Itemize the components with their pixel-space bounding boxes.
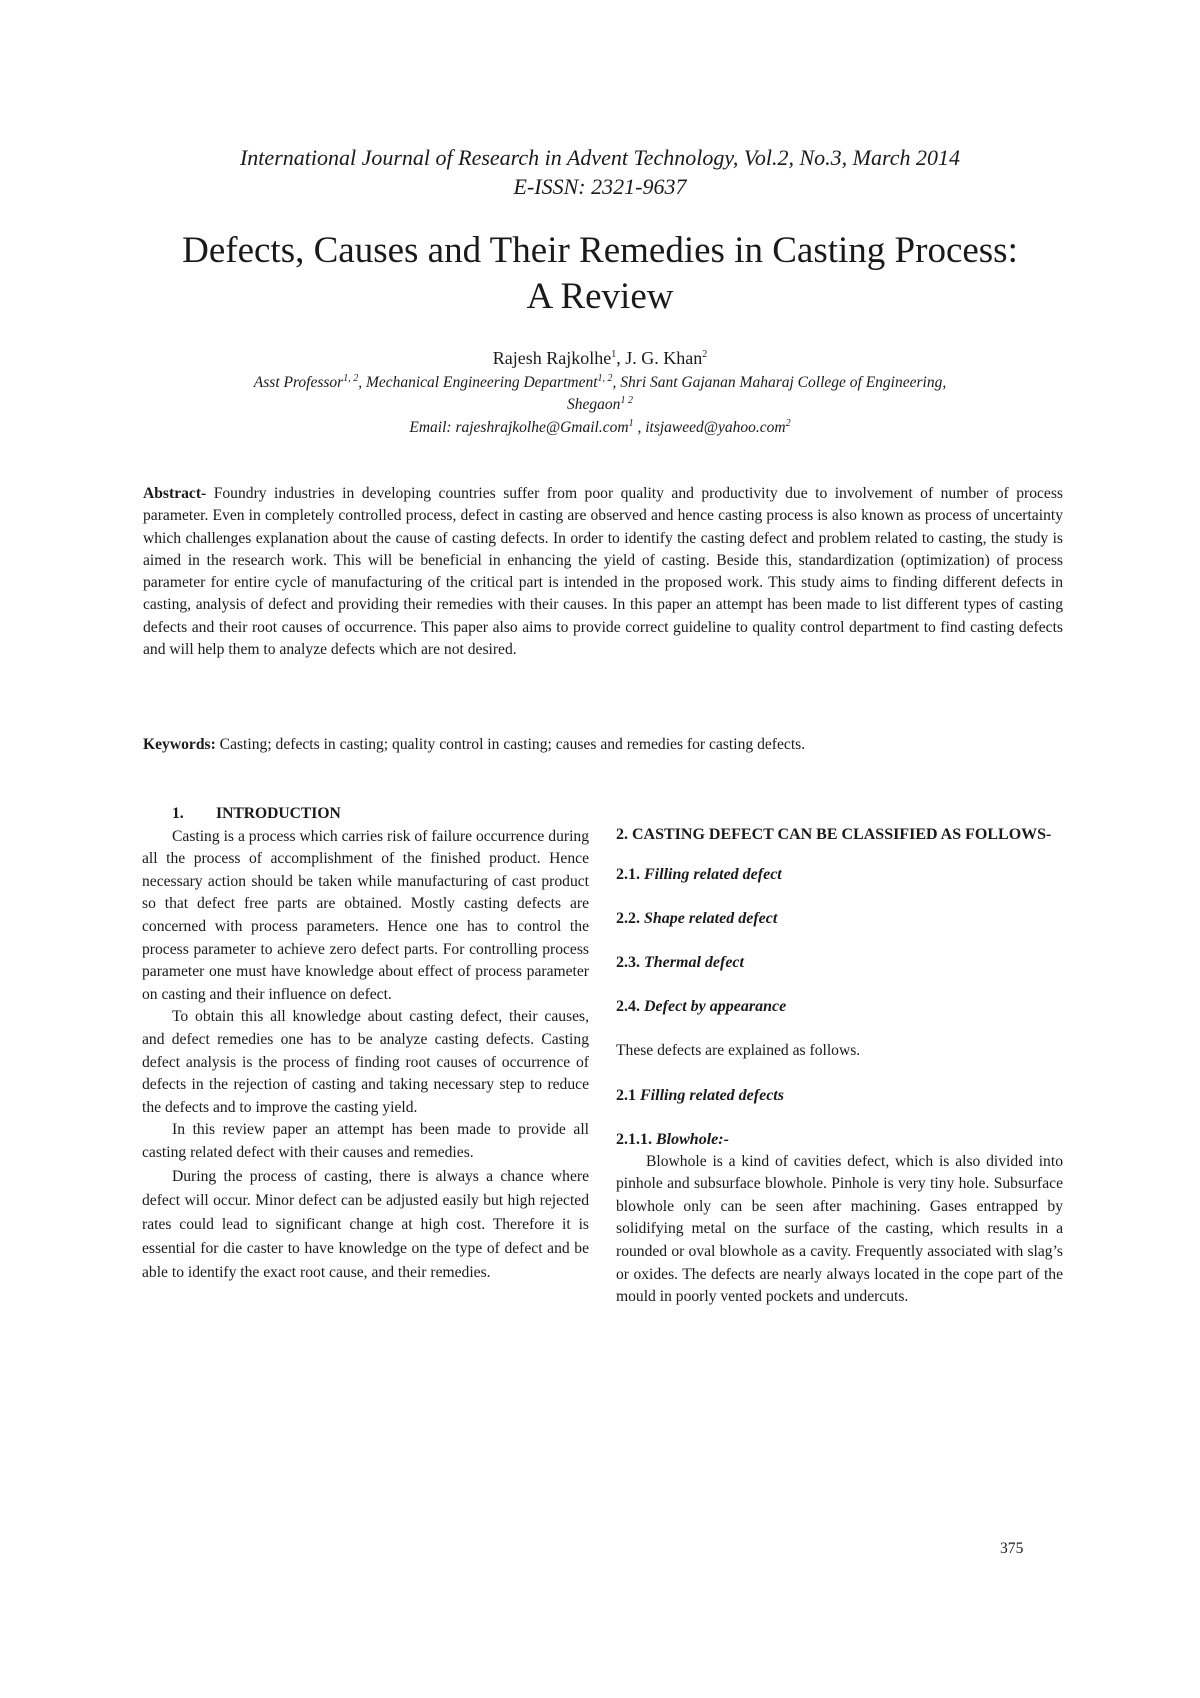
- intro-paragraph-4: During the process of casting, there is always a chance where defect will occur. Minor defect can be adjusted easily but high rejected rates could lead to significant change at high cost. Therefore it is essential for die caster to have knowledge on the type of defect and be able to identify the exact root cause, and their remedies.: [142, 1167, 589, 1282]
- section-1-number: 1.: [172, 805, 184, 822]
- affiliation-college: , Shri Sant Gajanan Maharaj College of Engineering,: [612, 374, 947, 391]
- classification-item-4-label: Defect by appearance: [644, 998, 787, 1015]
- subsection-2-1-num: 2.1: [616, 1086, 636, 1104]
- author-1-sup: 1: [611, 349, 617, 360]
- affiliation-role: Asst Professor: [253, 374, 344, 391]
- classification-item-1-label: Filling related defect: [644, 866, 782, 883]
- classification-item-3-num: 2.3.: [616, 954, 640, 971]
- journal-issn: E-ISSN: 2321-9637: [513, 174, 687, 199]
- section-1-title: INTRODUCTION: [216, 805, 341, 822]
- classification-item-2: [616, 908, 1063, 930]
- blowhole-heading: [616, 1129, 1063, 1151]
- classification-item-2-num: 2.2.: [616, 910, 640, 927]
- intro-paragraph-1: Casting is a process which carries risk of failure occurrence during all the process of accomplishment of the finished product. Hence necessary action should be taken while manufacturing of cast product so that defect free parts are obtained. Mostly casting defects are concerned with process parameters. Hence one has to control the process parameter to achieve zero defect parts. For controlling process parameter one must have knowledge about effect of process parameter on casting and their influence on defect.: [142, 827, 589, 1003]
- affiliation-dept-sup: 1, 2: [597, 372, 613, 384]
- classification-item-3-label: Thermal defect: [644, 954, 744, 971]
- page-number: 375: [1000, 1540, 1024, 1557]
- author-2: J. G. Khan: [625, 348, 703, 368]
- title-line-2: A Review: [526, 276, 674, 317]
- affiliation-city-sup: 1 2: [620, 394, 633, 406]
- affiliation: [150, 372, 1050, 416]
- affiliation-role-sup: 1, 2: [343, 372, 359, 384]
- email-1-sup: 1: [628, 417, 634, 429]
- classification-item-3: [616, 952, 1063, 974]
- keywords-label: Keywords:: [143, 736, 216, 753]
- author-2-sup: 2: [702, 349, 708, 360]
- abstract-text: Foundry industries in developing countries suffer from poor quality and productivity due to involvement of number of process parameter. Even in completely controlled process, defect in casting are observed and hence casting process is also known as process of uncertainty which challenges explanation about the cause of casting defects. In order to identify the casting defect and problem related to casting, the study is aimed in the research work. This will be beneficial in enhancing the yield of casting. Beside this, standardization (optimization) of process parameter for entire cycle of manufacturing of the critical part is intended in the proposed work. This study aims to finding different defects in casting, analysis of defect and providing their remedies with their causes. In this paper an attempt has been made to list different types of casting defects and their root causes of occurrence. This paper also aims to provide correct guideline to quality control department to find casting defects and will help them to analyze defects which are not desired.: [143, 485, 1063, 659]
- keywords-text: Casting; defects in casting; quality control in casting; causes and remedies for casting defects.: [215, 736, 806, 753]
- author-emails: [0, 418, 1200, 438]
- author-separator: ,: [616, 348, 626, 368]
- left-column: [142, 803, 589, 1286]
- keywords: [143, 734, 1063, 756]
- classification-item-4: [616, 996, 1063, 1018]
- title-line-1: Defects, Causes and Their Remedies in Casting Process:: [182, 230, 1018, 271]
- section-2-heading: 2. CASTING DEFECT CAN BE CLASSIFIED AS FOLLOWS-: [616, 826, 1052, 843]
- abstract: [143, 483, 1063, 661]
- journal-name: International Journal of Research in Advent Technology, Vol.2, No.3, March 2014: [239, 145, 961, 170]
- email-2-sup: 2: [785, 417, 791, 429]
- paper-title: [0, 228, 1200, 320]
- abstract-label: Abstract-: [143, 485, 207, 502]
- classification-item-1: [616, 864, 1063, 886]
- blowhole-paragraph: Blowhole is a kind of cavities defect, which is also divided into pinhole and subsurface blowhole. Pinhole is very tiny hole. Subsurface blowhole only can be seen after machining. Gases entrapped by solidifying metal on the surface of the casting, which results in a rounded or oval blowhole as a cavity. Frequently associated with slag’s or oxides. The defects are nearly always located in the cope part of the mould in poorly vented pockets and undercuts.: [616, 1152, 1063, 1306]
- intro-paragraph-3: In this review paper an attempt has been made to provide all casting related defect with their causes and remedies.: [142, 1121, 589, 1161]
- email-2-link[interactable]: itsjaweed@yahoo.com: [645, 419, 786, 436]
- section-1-heading: [142, 803, 589, 826]
- subsection-2-1-title: Filling related defects: [640, 1086, 784, 1104]
- email-label: Email:: [409, 419, 456, 436]
- author-list: [0, 347, 1200, 369]
- affiliation-dept: , Mechanical Engineering Department: [358, 374, 598, 391]
- subsection-2-1-heading: [616, 1085, 1063, 1107]
- author-1: Rajesh Rajkolhe: [492, 348, 612, 368]
- intro-paragraph-2: To obtain this all knowledge about casting defect, their causes, and defect remedies one has to be analyze casting defects. Casting defect analysis is the process of finding root causes of occurrence of defects in the rejection of casting and taking necessary step to reduce the defects and to improve the casting yield.: [142, 1008, 589, 1116]
- blowhole-num: 2.1.1.: [616, 1130, 652, 1148]
- email-separator: ,: [633, 419, 646, 436]
- classification-item-1-num: 2.1.: [616, 866, 640, 883]
- email-1-link[interactable]: rajeshrajkolhe@Gmail.com: [455, 419, 629, 436]
- classification-item-2-label: Shape related defect: [644, 910, 778, 927]
- defects-explained-text: These defects are explained as follows.: [616, 1042, 861, 1059]
- right-column: [616, 824, 1063, 1309]
- affiliation-city: Shegaon: [567, 396, 621, 413]
- journal-header: [0, 143, 1200, 201]
- blowhole-title: Blowhole:-: [656, 1130, 729, 1148]
- classification-item-4-num: 2.4.: [616, 998, 640, 1015]
